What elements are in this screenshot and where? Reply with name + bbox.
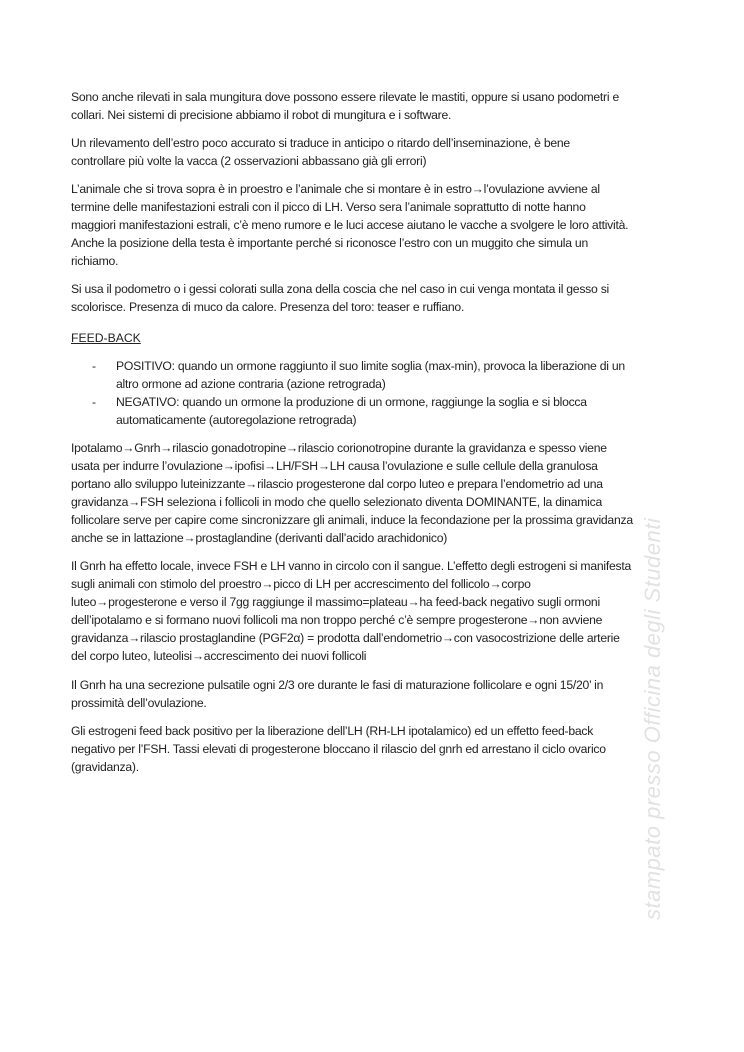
text-line: negativo per l’FSH. Tassi elevati di progesterone bloccano il rilascio del gnrh ed arrestano il ciclo ovarico xyxy=(71,742,606,756)
text-line: controllare più volte la vacca (2 osservazioni abbassano già gli errori) xyxy=(71,154,427,168)
paragraph xyxy=(71,180,691,270)
text-line: (gravidanza). xyxy=(71,760,139,774)
text-line: Il Gnrh ha una secrezione pulsatile ogni 2/3 ore durante le fasi di maturazione follicolare e ogni 15/20’ in xyxy=(71,678,604,692)
text-line: scolorisce. Presenza di muco da calore. Presenza del toro: teaser e ruffiano. xyxy=(71,300,465,314)
text-line: dell’ipotalamo e si formano nuovi follicoli ma non troppo perché c’è sempre progesterone→non avviene xyxy=(71,613,603,627)
paragraph xyxy=(71,722,691,776)
section-heading: FEED-BACK xyxy=(71,331,141,345)
text-line: L’animale che si trova sopra è in proestro e l’animale che si montare è in estro→l’ovulazione avviene al xyxy=(71,182,600,196)
bullet-item xyxy=(92,357,692,393)
text-line: sugli animali con stimolo del proestro→picco di LH per accrescimento del follicolo→corpo xyxy=(71,577,531,591)
paragraph xyxy=(71,676,691,712)
paragraph xyxy=(71,134,691,170)
watermark: stampato presso Officina degli Studenti xyxy=(640,517,665,920)
text-line: Anche la posizione della testa è importante perché si riconosce l’estro con un muggito che simula un xyxy=(71,236,588,250)
paragraph xyxy=(71,280,691,316)
paragraph xyxy=(71,88,691,124)
text-line: maggiori manifestazioni estrali, c’è meno rumore e le luci accese aiutano le vacche a svolgere le loro attività. xyxy=(71,218,629,232)
paragraph xyxy=(71,439,691,547)
text-line: collari. Nei sistemi di precisione abbiamo il robot di mungitura e i software. xyxy=(71,108,452,122)
text-line: del corpo luteo, luteolisi→accrescimento dei nuovi follicoli xyxy=(71,649,367,663)
text-line: usata per indurre l’ovulazione→ipofisi→LH/FSH→LH causa l’ovulazione e sulle cellule della granulosa xyxy=(71,459,598,473)
paragraph xyxy=(71,557,691,665)
text-line: Gli estrogeni feed back positivo per la liberazione dell’LH (RH-LH ipotalamico) ed un effetto feed-back xyxy=(71,724,594,738)
text-line: Il Gnrh ha effetto locale, invece FSH e LH vanno in circolo con il sangue. L’effetto degli estrogeni si manifesta xyxy=(71,559,632,573)
bullet-item xyxy=(92,393,692,429)
text-line: luteo→progesterone e verso il 7gg raggiunge il massimo=plateau→ha feed-back negativo sugli ormoni xyxy=(71,595,600,609)
text-line: termine delle manifestazioni estrali con il picco di LH. Verso sera l’animale soprattutto di notte hanno xyxy=(71,200,586,214)
text-line: automaticamente (autoregolazione retrograda) xyxy=(116,413,357,427)
text-line: Un rilevamento dell’estro poco accurato si traduce in anticipo o ritardo dell’inseminazione, è bene xyxy=(71,136,570,150)
text-line: Ipotalamo→Gnrh→rilascio gonadotropine→rilascio corionotropine durante la gravidanza e spesso viene xyxy=(71,441,607,455)
text-line: NEGATIVO: quando un ormone la produzione di un ormone, raggiunge la soglia e si blocca xyxy=(116,395,587,409)
bullet-dash: - xyxy=(92,359,97,373)
text-line: portano allo sviluppo luteinizzante→rilascio progesterone dal corpo luteo e prepara l’endometrio ad una xyxy=(71,477,603,491)
text-line: gravidanza→rilascio prostaglandine (PGF2α) = prodotta dall’endometrio→con vasocostrizione delle arterie xyxy=(71,631,620,645)
text-line: gravidanza→FSH seleziona i follicoli in modo che quello selezionato diventa DOMINANTE, la dinamica xyxy=(71,495,602,509)
text-line: richiamo. xyxy=(71,254,119,268)
bullet-dash: - xyxy=(92,395,97,409)
text-line: prossimità dell’ovulazione. xyxy=(71,696,207,710)
text-line: POSITIVO: quando un ormone raggiunto il suo limite soglia (max-min), provoca la liberazione di un xyxy=(116,359,625,373)
text-line: altro ormone ad azione contraria (azione retrograda) xyxy=(116,377,386,391)
text-line: anche se in lattazione→prostaglandine (derivanti dall’acido arachidonico) xyxy=(71,531,448,545)
text-line: Si usa il podometro o i gessi colorati sulla zona della coscia che nel caso in cui venga montata il gesso si xyxy=(71,282,609,296)
text-line: Sono anche rilevati in sala mungitura dove possono essere rilevate le mastiti, oppure si usano podometri e xyxy=(71,90,619,104)
text-line: follicolare serve per capire come sincronizzare gli animali, induce la fecondazione per la prossima gravidanza xyxy=(71,513,633,527)
